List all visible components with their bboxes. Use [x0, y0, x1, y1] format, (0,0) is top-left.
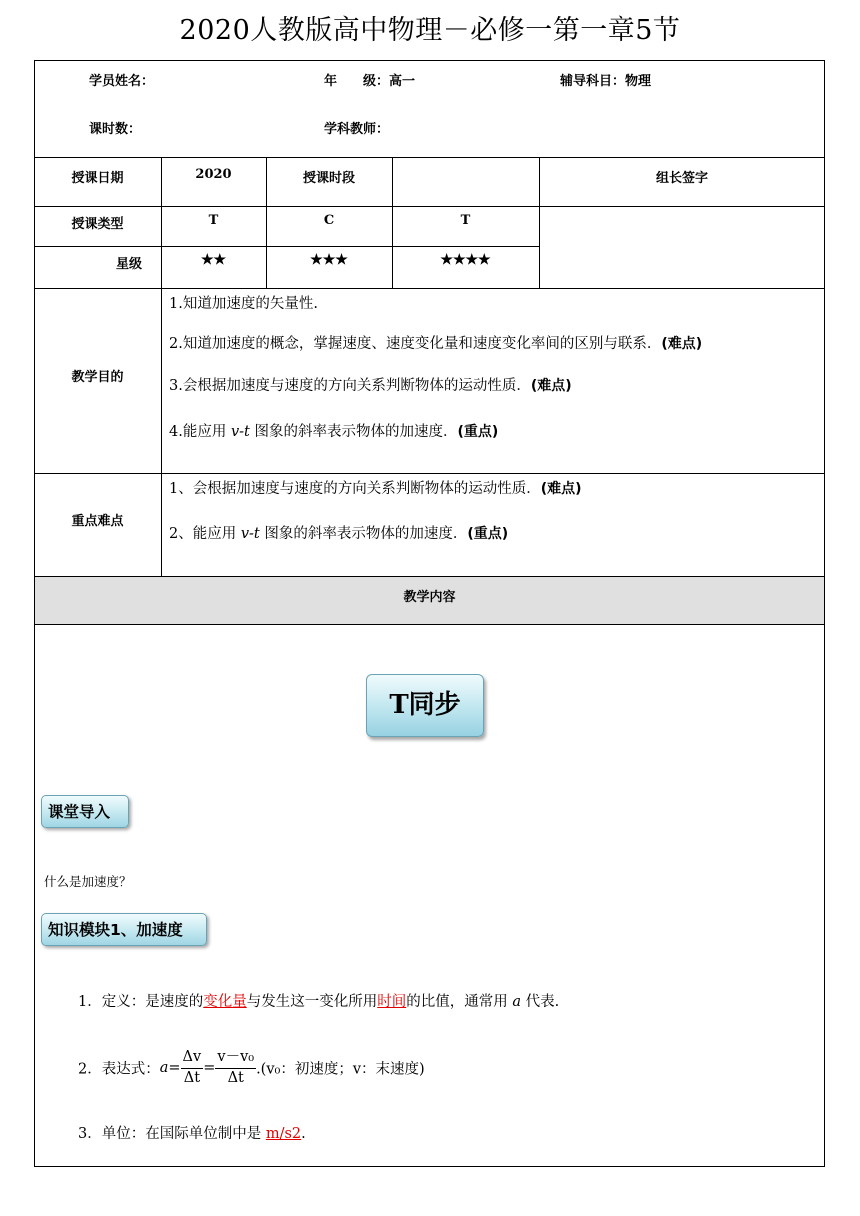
- col-divider: [161, 288, 162, 576]
- objective-item: 1.知道加速度的矢量性.: [169, 296, 318, 312]
- period-label: 授课时段: [302, 171, 355, 186]
- objective-item: 4.能应用 v-t 图象的斜率表示物体的加速度．(重点): [169, 424, 499, 440]
- date-label: 授课日期: [71, 171, 124, 186]
- row-divider: [34, 246, 539, 247]
- sync-badge: T同步: [366, 674, 484, 737]
- term-time: 时间: [377, 994, 407, 1010]
- module1-heading: 知识模块1、加速度: [41, 913, 207, 946]
- lesson-type-t: T: [208, 213, 219, 228]
- intro-question: 什么是加速度？: [44, 874, 132, 889]
- subject-label: 辅导科目：: [560, 74, 626, 89]
- leader-sign-label: 组长签字: [655, 171, 708, 186]
- fraction-v-v0-dt: $\frac{\text{v－v₀}}{\Delta t}$: [217, 1049, 255, 1086]
- row-divider: [34, 473, 825, 474]
- row-divider: [34, 624, 825, 625]
- star-rating-3: ★★★: [310, 252, 348, 268]
- grade-value: 高一: [389, 74, 416, 89]
- star-rating-4: ★★★★: [440, 252, 491, 268]
- lesson-type-label: 授课类型: [71, 217, 124, 232]
- row-divider: [34, 288, 825, 289]
- row-divider: [34, 206, 825, 207]
- grade-label: 年 级：: [324, 74, 390, 89]
- row-divider: [34, 157, 825, 158]
- key-point-item: 2、能应用 v-t 图象的斜率表示物体的加速度．(重点): [169, 526, 509, 542]
- content-header: 教学内容: [403, 590, 456, 605]
- intro-heading: 课堂导入: [41, 795, 129, 828]
- objectives-label: 教学目的: [71, 370, 124, 385]
- key-point-item: 1、会根据加速度与速度的方向关系判断物体的运动性质．(难点): [169, 481, 582, 497]
- key-points-label: 重点难点: [71, 514, 124, 529]
- subject-value: 物理: [625, 74, 652, 89]
- star-level-label: 星级: [115, 257, 142, 272]
- teacher-label: 学科教师：: [324, 122, 390, 137]
- lesson-type-c: C: [323, 213, 335, 228]
- star-rating-2: ★★: [200, 252, 227, 268]
- hours-label: 课时数：: [89, 122, 142, 137]
- unit-value: m/s2: [265, 1126, 302, 1142]
- subject-field: [560, 70, 651, 89]
- fraction-dv-dt: $\frac{\Delta v}{\Delta t}$: [182, 1049, 202, 1086]
- definition-line: 1．定义：是速度的变化量与发生这一变化所用时间的比值，通常用 a 代表.: [78, 994, 560, 1010]
- objective-item: 2.知道加速度的概念，掌握速度、速度变化量和速度变化率间的区别与联系．(难点): [169, 336, 703, 352]
- lesson-type-t2: T: [460, 213, 471, 228]
- term-variation: 变化量: [203, 994, 247, 1010]
- unit-line: 3．单位：在国际单位制中是 m/s2.: [78, 1126, 306, 1142]
- formula-line: 2．表达式：a= $\frac{\Delta v}{\Delta t}$ = $\frac{\text{v－v₀}}{\Delta t}$ .(v₀：初速度；v：末速度): [78, 1048, 425, 1088]
- date-value: 2020: [195, 167, 232, 182]
- objective-item: 3.会根据加速度与速度的方向关系判断物体的运动性质．(难点): [169, 378, 572, 394]
- grade-field: [324, 70, 415, 89]
- student-name-label: 学员姓名：: [89, 74, 155, 89]
- page-title: 2020人教版高中物理－必修一第一章5节: [179, 15, 681, 46]
